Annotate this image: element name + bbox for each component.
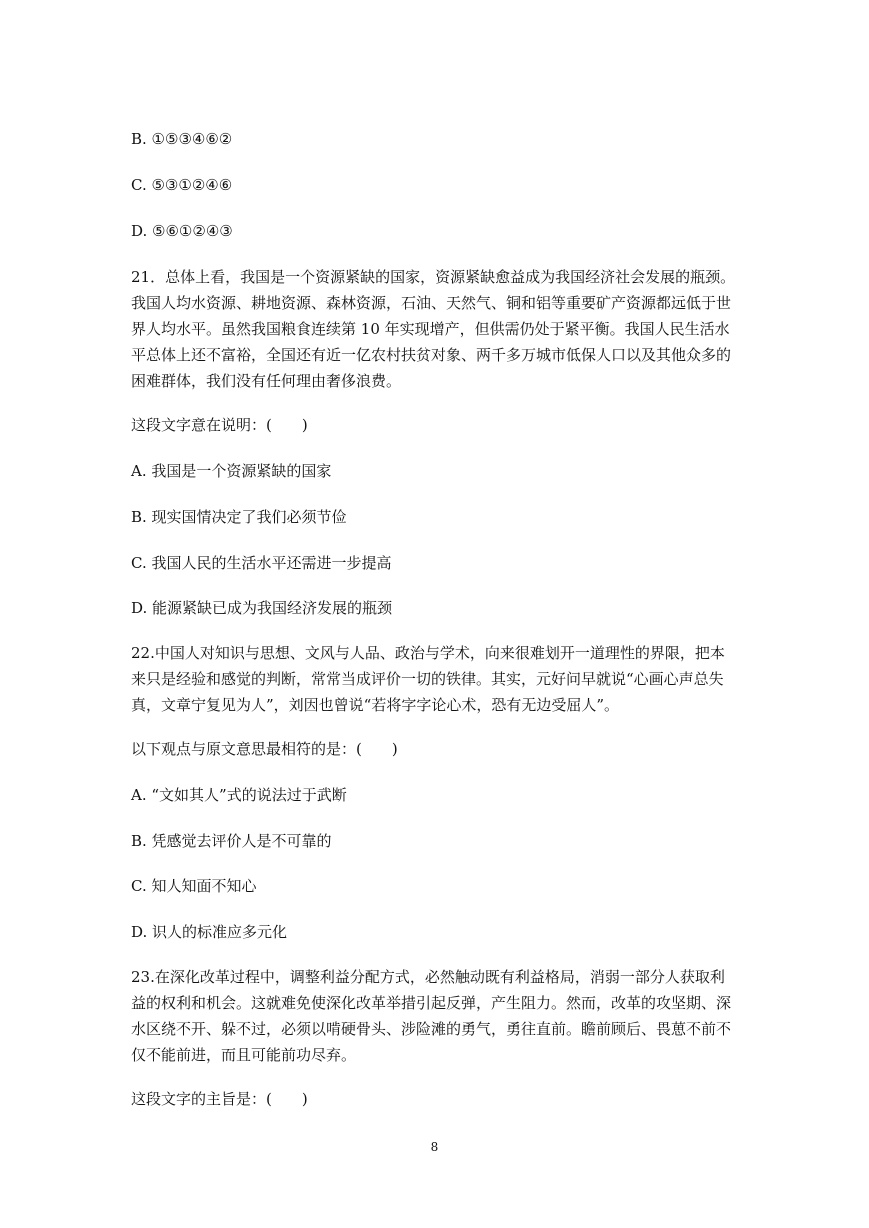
q21-prompt: 这段文字意在说明：( ) [131, 416, 308, 434]
q22-option-c: C. 知人知面不知心 [131, 877, 257, 895]
q23-passage-line: 水区绕不开、躲不过，必须以啃硬骨头、涉险滩的勇气，勇往直前。瞻前顾后、畏葸不前不 [131, 1020, 732, 1038]
q21-option-b: B. 现实国情决定了我们必须节俭 [131, 508, 347, 526]
prev-option-c: C. ⑤③①②④⑥ [131, 176, 233, 194]
q21-option-c: C. 我国人民的生活水平还需进一步提高 [131, 554, 392, 572]
page-number: 8 [430, 1140, 439, 1154]
q21-passage-line: 我国人均水资源、耕地资源、森林资源，石油、天然气、铜和铝等重要矿产资源都远低于世 [131, 294, 732, 312]
q22-prompt: 以下观点与原文意思最相符的是：( ) [131, 740, 398, 758]
q22-passage-line: 22.中国人对知识与思想、文风与人品、政治与学术，向来很难划开一道理性的界限，把本 [131, 644, 725, 662]
prev-option-b: B. ①⑤③④⑥② [131, 130, 233, 148]
q22-passage-line: 真，文章宁复见为人”，刘因也曾说“若将字字论心术，恐有无边受屈人”。 [131, 696, 620, 714]
q23-passage-line: 仅不能前进，而且可能前功尽弃。 [131, 1046, 357, 1064]
q22-option-a: A. “文如其人”式的说法过于武断 [131, 786, 347, 804]
q23-passage-line: 23.在深化改革过程中，调整利益分配方式，必然触动既有利益格局，消弱一部分人获取利 [131, 968, 725, 986]
q21-passage-line: 界人均水平。虽然我国粮食连续第 10 年实现增产，但供需仍处于紧平衡。我国人民生活水 [131, 320, 730, 338]
q21-option-d: D. 能源紧缺已成为我国经济发展的瓶颈 [131, 599, 393, 617]
q21-passage-line: 21．总体上看，我国是一个资源紧缺的国家，资源紧缺愈益成为我国经济社会发展的瓶颈。 [131, 268, 736, 286]
q21-passage-line: 平总体上还不富裕，全国还有近一亿农村扶贫对象、两千多万城市低保人口以及其他众多的 [131, 346, 732, 364]
q23-passage-line: 益的权利和机会。这就难免使深化改革举措引起反弹，产生阻力。然而，改革的攻坚期、深 [131, 994, 732, 1012]
q22-option-b: B. 凭感觉去评价人是不可靠的 [131, 832, 332, 850]
q22-option-d: D. 识人的标准应多元化 [131, 923, 288, 941]
q21-passage-line: 困难群体，我们没有任何理由奢侈浪费。 [131, 372, 402, 390]
q22-passage-line: 来只是经验和感觉的判断，常常当成评价一切的铁律。其实，元好问早就说“心画心声总失 [131, 670, 724, 688]
prev-option-d: D. ⑤⑥①②④③ [131, 222, 233, 240]
q21-option-a: A. 我国是一个资源紧缺的国家 [131, 462, 332, 480]
q23-prompt: 这段文字的主旨是：( ) [131, 1090, 308, 1108]
